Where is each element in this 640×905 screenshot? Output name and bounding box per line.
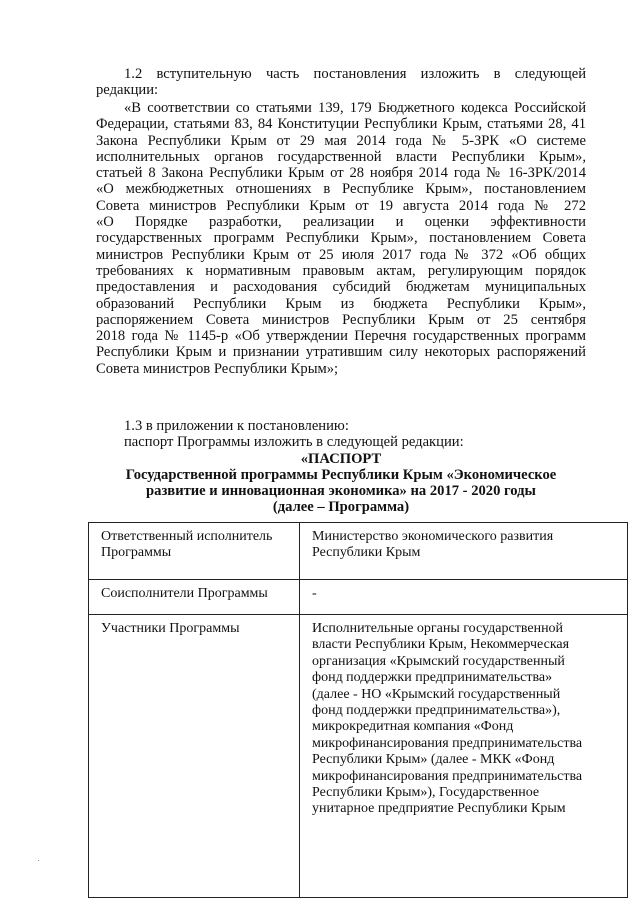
preamble-line: «В соответствии со статьями 139, 179 Бюджетного кодекса Российской [124, 100, 586, 116]
preamble-line: исполнительных органов государственной власти Республики Крым», [96, 148, 586, 165]
section-1-3-line: паспорт Программы изложить в следующей редакции: [124, 434, 464, 450]
preamble-quote [96, 100, 586, 377]
passport-title-line: (далее – Программа) [272, 499, 410, 515]
table-label-line: Участники Программы [101, 621, 240, 636]
preamble-line: Совета министров Республики Крым»; [96, 360, 339, 377]
section-1-3 [96, 418, 586, 434]
table-value-line: фонд поддержки предпринимательства» [312, 670, 553, 686]
table-value-line: (далее - НО «Крымский государственный [312, 686, 561, 702]
preamble-line: Закона Республики Крым от 29 мая 2014 года № 5-ЗРК «О системе [96, 132, 586, 149]
preamble-line: 2018 года № 1145-р «Об утверждении Перечня государственных программ [96, 328, 586, 345]
section-1-3-line: 1.3 в приложении к постановлению: [124, 418, 349, 434]
preamble-line: министров Республики Крым от 25 июля 2017 года № 372 «Об общих [96, 246, 586, 263]
table-value-line: микрокредитная компания «Фонд [312, 719, 514, 735]
section-1-2 [96, 66, 586, 99]
preamble-line: предоставления и расходования субсидий бюджетам муниципальных [96, 279, 586, 296]
table-value-cell [300, 523, 628, 580]
section-1-3-continuation [96, 434, 586, 450]
table-row [89, 580, 628, 615]
table-row [89, 523, 628, 580]
table-value-line: - [312, 586, 317, 601]
passport-heading: «ПАСПОРТ [300, 451, 382, 467]
table-value-line: Республики Крым»), Государственное [312, 785, 540, 801]
table-value-line: Министерство экономического развития [312, 529, 554, 544]
preamble-line: «О межбюджетных отношениях в Республике Крым», постановлением [96, 181, 586, 198]
passport-title-line: развитие и инновационная экономика» на 2017 - 2020 годы [146, 483, 536, 499]
table-row [89, 615, 628, 898]
preamble-line: распоряжением Совета министров Республики Крым от 25 сентября [96, 311, 586, 328]
table-value-line: Исполнительные органы государственной [312, 621, 564, 636]
preamble-line: образований Республики Крым из бюджета Республики Крым», [96, 295, 586, 312]
preamble-line: Федерации, статьями 83, 84 Конституции Республики Крым, статьями 28, 41 [96, 116, 586, 133]
table-label-cell [89, 580, 300, 615]
table-value-line: организация «Крымский государственный [312, 653, 565, 669]
table-value-line: Республики Крым [312, 545, 421, 561]
preamble-line: статьей 8 Закона Республики Крым от 28 ноября 2014 года № 16-ЗРК/2014 [96, 165, 586, 182]
table-value-line: микрофинансирования предпринимательства [312, 768, 583, 784]
table-label-line: Соисполнители Программы [101, 586, 268, 601]
table-label-line: Ответственный исполнитель [101, 529, 273, 544]
table-label-line: Программы [101, 545, 172, 561]
section-1-2-line: 1.2 вступительную часть постановления изложить в следующей [124, 66, 586, 82]
table-value-cell [300, 580, 628, 615]
preamble-line: государственных программ Республики Крым», постановлением Совета [96, 230, 586, 247]
table-value-cell [300, 615, 628, 898]
table-value-line: унитарное предприятие Республики Крым [312, 801, 566, 817]
table-label-cell [89, 615, 300, 898]
preamble-line: Совета министров Республики Крым от 19 августа 2014 года № 272 [96, 197, 586, 214]
passport-table [88, 522, 628, 898]
section-1-2-line: редакции: [96, 82, 159, 99]
table-value-line: Республики Крым» (далее - МКК «Фонд [312, 752, 555, 768]
scan-speck [38, 860, 39, 861]
preamble-line: Республики Крым и признании утратившим силу некоторых распоряжений [96, 344, 586, 361]
table-value-line: власти Республики Крым, Некоммерческая [312, 637, 570, 653]
table-label-cell [89, 523, 300, 580]
preamble-line: «О Порядке разработки, реализации и оценки эффективности [96, 214, 586, 231]
passport-title-line: Государственной программы Республики Крым «Экономическое [125, 467, 557, 483]
table-value-line: микрофинансирования предпринимательства [312, 735, 583, 751]
table-value-line: фонд поддержки предпринимательства»), [312, 703, 561, 719]
preamble-line: требованиях к нормативным правовым актам, регулирующим порядок [96, 262, 586, 279]
